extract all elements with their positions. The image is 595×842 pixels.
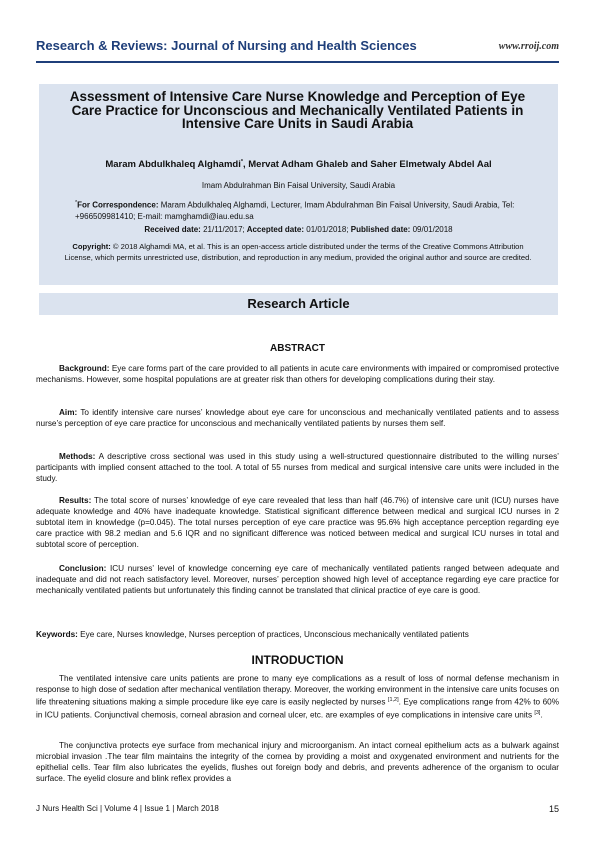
results-label: Results: <box>59 496 92 505</box>
correspondence-label: For Correspondence: <box>77 200 159 210</box>
background-label: Background: <box>59 364 110 373</box>
abstract-results <box>36 495 559 550</box>
copyright-label: Copyright: <box>72 242 111 251</box>
received-label: Received date: <box>144 225 201 234</box>
journal-url[interactable]: www.rroij.com <box>498 41 559 52</box>
introduction-heading: INTRODUCTION <box>251 653 344 667</box>
correspondence-marker: * <box>75 200 78 206</box>
abstract-aim <box>36 407 559 429</box>
abstract-background <box>36 363 559 385</box>
article-type: Research Article <box>247 296 350 311</box>
received-date: 21/11/2017; <box>203 225 245 234</box>
keywords-label: Keywords: <box>36 630 78 639</box>
methods-text: A descriptive cross sectional was used in this study using a well-structured questionnaire distributed to the willing nurses’ participants with implied consent attached to the tool. A total of 55 nurses from medical and surgical intensive care units were included in the study. <box>36 452 560 483</box>
affiliation: Imam Abdulrahman Bin Faisal University, Saudi Arabia <box>201 181 396 190</box>
dates <box>39 225 558 234</box>
citation-ref[interactable]: [3] <box>534 709 541 716</box>
aim-text: To identify intensive care nurses’ knowledge about eye care for unconscious and mechanically ventilated patients and to assess nurse’s perception of eye care practice for unconscious and mechanically ventilated patients by nurses them self. <box>36 408 559 428</box>
author-marker: * <box>240 159 243 165</box>
aim-label: Aim: <box>59 408 78 417</box>
author-rest: , Mervat Adham Ghaleb and Saher Elmetwaly Abdel Aal <box>242 159 492 171</box>
correspondence-text: Maram Abdulkhaleq Alghamdi, Lecturer, Imam Abdulrahman Bin Faisal University, Saudi Arabia, Tel: +966509981410; E-mail: mamghamdi@iau.edu.sa <box>75 200 515 221</box>
intro-p1-text-a: The ventilated intensive care units patients are prone to many eye complications as a result of loss of normal defense mechanism in response to high dose of sedation after mechanical ventilation therapy. Moreover, the working environment in the intensive care units focuses on life threatening situations making a simple procedure like eye care is easily neglected by nurses <box>36 674 559 707</box>
abstract-conclusion <box>36 563 559 596</box>
conclusion-text: ICU nurses’ level of knowledge concerning eye care of mechanically ventilated patients ranged between adequate and inadequate and did not reach satisfactory level. Moreover, nurses’ perception showed high level of acceptance regarding eye care practice for mechanically ventilated patients but unfortunately this finding cannot be translated that clinical practice of eye care is good. <box>36 564 559 595</box>
intro-p1-text-b: . Eye complications range from 42% to 60% in ICU patients. Conjunctival chemosis, corneal abrasion and corneal ulcer, etc. are examples of eye complications in intensive care units <box>36 697 559 720</box>
article-title: Assessment of Intensive Care Nurse Knowledge and Perception of Eye Care Practice for Unconscious and Mechanically Ventilated Patients in Intensive Care Units in Saudi Arabia <box>69 89 526 131</box>
keywords-text: Eye care, Nurses knowledge, Nurses perception of practices, Unconscious mechanically ventilated patients <box>80 630 469 639</box>
header-rule <box>36 61 559 63</box>
accepted-label: Accepted date: <box>246 225 305 234</box>
journal-name: Research & Reviews: Journal of Nursing and Health Sciences <box>36 38 417 53</box>
intro-p1-text-c: . <box>540 710 543 720</box>
copyright-text: © 2018 Alghamdi MA, et al. This is an open-access article distributed under the terms of the Creative Commons Attribution License, which permits unrestricted use, distribution, and reproduction in any medium, provided the original author and source are credited. <box>64 242 532 262</box>
conclusion-label: Conclusion: <box>59 564 107 573</box>
correspondence <box>75 198 525 222</box>
introduction-paragraph-1 <box>36 673 559 720</box>
results-text: The total score of nurses’ knowledge of eye care revealed that less than half (46.7%) of intensive care unit (ICU) nurses have adequate knowledge and 40% have inadequate knowledge. Statistical significant difference between medical and surgical ICU nurses in 2 subtotal item in knowledge (p=0.045). The total nurses perception of eye care practice was 95.6% high acceptance perception regarding eye care practice with 98.2 median and 5.6 IQR and no significant difference was noticed between medical and surgical ICU nurses in total and subtotal score of perception. <box>36 496 559 549</box>
author-first: Maram Abdulkhaleq Alghamdi <box>105 159 241 171</box>
author-list <box>39 159 558 170</box>
abstract-heading: ABSTRACT <box>270 343 325 354</box>
footer-citation: J Nurs Health Sci | Volume 4 | Issue 1 | March 2018 <box>36 804 219 813</box>
accepted-date: 01/01/2018; <box>306 225 349 234</box>
copyright <box>62 242 534 263</box>
page-number: 15 <box>548 804 559 814</box>
abstract-methods <box>36 451 559 484</box>
citation-ref[interactable]: [1,2] <box>387 697 399 703</box>
keywords <box>36 629 559 640</box>
published-label: Published date: <box>350 225 411 234</box>
background-text: Eye care forms part of the care provided to all patients in acute care environments with impaired or compromised protective mechanisms. However, some hospital populations are at greater risk than others for developing complications during their stay. <box>36 364 559 384</box>
introduction-paragraph-2: The conjunctiva protects eye surface from mechanical injury and microorganism. An intact corneal epithelium acts as a bulwark against microbial invasion .The tear film maintains the integrity of the cornea by providing a moist and oxygenated environment and nutrients for the epithelial cells. Tear film also lubricates the eyelids, flushes out foreign body and debris, and prevents adherence of the organism to ocular surface. The eyelid closure and blink reflex provides a <box>36 741 559 783</box>
methods-label: Methods: <box>59 452 96 461</box>
published-date: 09/01/2018 <box>412 225 453 234</box>
